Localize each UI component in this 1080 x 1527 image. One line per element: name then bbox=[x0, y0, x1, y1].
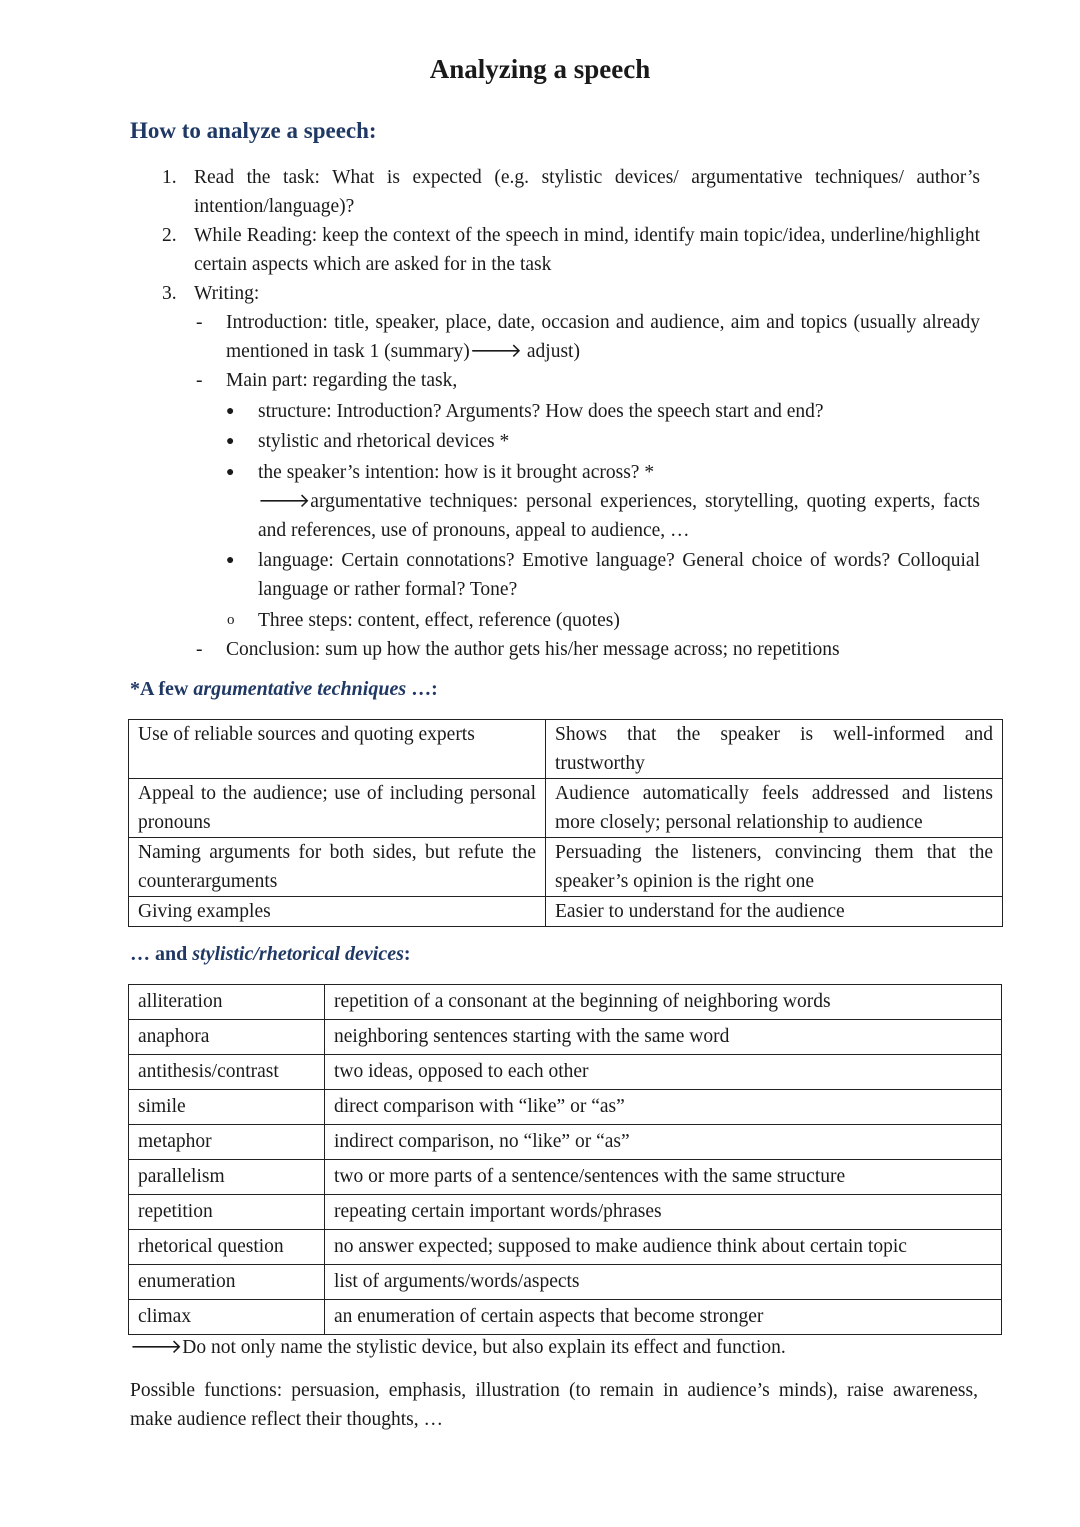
dash-marker: - bbox=[196, 638, 203, 660]
step-text: While Reading: keep the context of the speech in mind, identify main topic/idea, underline/highlight certain aspects which are asked for in the task bbox=[194, 225, 980, 275]
table-cell: an enumeration of certain aspects that become stronger bbox=[325, 1300, 1002, 1335]
stylistic-devices-heading: … and stylistic/rhetorical devices: bbox=[130, 943, 411, 965]
list-item bbox=[194, 366, 980, 635]
table-cell: Persuading the listeners, convincing them that the speaker’s opinion is the right one bbox=[546, 838, 1003, 897]
table-row bbox=[129, 1020, 1002, 1055]
list-item bbox=[194, 308, 980, 366]
table-cell: Naming arguments for both sides, but refute the counterarguments bbox=[129, 838, 546, 897]
introduction-text: Introduction: title, speaker, place, date, occasion and audience, aim and topics (usually already mentioned in task 1 (summary)🡒 adjust) bbox=[226, 312, 980, 362]
table-cell: no answer expected; supposed to make audience think about certain topic bbox=[325, 1230, 1002, 1265]
argumentative-techniques-note: 🡒argumentative techniques: personal experiences, storytelling, quoting experts, facts and references, use of pronouns, appeal to audience, … bbox=[258, 490, 980, 541]
table-cell: repetition bbox=[129, 1195, 325, 1230]
how-to-heading: How to analyze a speech: bbox=[130, 118, 377, 143]
conclusion-text: Conclusion: sum up how the author gets his/her message across; no repetitions bbox=[226, 638, 840, 660]
table-row bbox=[129, 897, 1003, 927]
table-row bbox=[129, 838, 1003, 897]
table-cell: Use of reliable sources and quoting experts bbox=[129, 720, 546, 779]
dash-marker: - bbox=[196, 312, 203, 333]
table-cell: rhetorical question bbox=[129, 1230, 325, 1265]
bullet-marker: ● bbox=[226, 464, 235, 480]
table-row bbox=[129, 1055, 1002, 1090]
table-cell: enumeration bbox=[129, 1265, 325, 1300]
table-cell: antithesis/contrast bbox=[129, 1055, 325, 1090]
table-row bbox=[129, 1230, 1002, 1265]
table-row bbox=[129, 1160, 1002, 1195]
list-item: 3. Writing: - Introduction: title, speaker, place, date, occasion and audience, aim and topics (usually already mentioned in task 1 (summary)🡒 adjust) - Main part: regarding the task, ● structure: Introduction? Arguments? How does the speech start and end? ● stylistic and rhetorical devices * ● the speaker’s intention: how is it brought across? * 🡒argumentative techniques: personal experiences, storytelling, quoting experts, facts and references, use of pronouns, appeal to audience, … ● language: Certain connotations? Emotive language? General choice of words? Colloquial language or rather formal? Tone? o Three steps: content, effect, reference (quotes) - Conclusion: sum up how the author gets his/her message across; no repetitions bbox=[130, 279, 980, 664]
table-row bbox=[129, 1125, 1002, 1160]
list-item: ● language: Certain connotations? Emotive language? General choice of words? Colloquial language or rather formal? Tone? bbox=[226, 546, 980, 604]
explain-effect-note: 🡒Do not only name the stylistic device, but also explain its effect and function. bbox=[130, 1337, 786, 1358]
table-row bbox=[129, 1195, 1002, 1230]
table-cell: two ideas, opposed to each other bbox=[325, 1055, 1002, 1090]
main-part-bullets bbox=[226, 397, 980, 635]
table-cell: Appeal to the audience; use of including personal pronouns bbox=[129, 779, 546, 838]
bullet-marker: ● bbox=[226, 434, 235, 449]
table-cell: repetition of a consonant at the beginning of neighboring words bbox=[325, 985, 1002, 1020]
step-text: Writing: bbox=[194, 283, 260, 304]
table-cell: alliteration bbox=[129, 985, 325, 1020]
table-cell: two or more parts of a sentence/sentences with the same structure bbox=[325, 1160, 1002, 1195]
table-row bbox=[129, 1090, 1002, 1125]
table-cell: Shows that the speaker is well-informed and trustworthy bbox=[546, 720, 1003, 779]
argumentative-techniques-table bbox=[128, 719, 1003, 927]
table-cell: climax bbox=[129, 1300, 325, 1335]
list-item: ● stylistic and rhetorical devices * bbox=[226, 427, 980, 456]
table-cell: Giving examples bbox=[129, 897, 546, 927]
list-item: o Three steps: content, effect, reference (quotes) bbox=[226, 606, 980, 635]
table-cell: list of arguments/words/aspects bbox=[325, 1265, 1002, 1300]
table-cell: repeating certain important words/phrases bbox=[325, 1195, 1002, 1230]
table-cell: Easier to understand for the audience bbox=[546, 897, 1003, 927]
bullet-marker: ● bbox=[226, 403, 235, 419]
stylistic-devices-table bbox=[128, 984, 1002, 1335]
table-row bbox=[129, 1265, 1002, 1300]
table-cell: neighboring sentences starting with the same word bbox=[325, 1020, 1002, 1055]
bullet-marker: ● bbox=[226, 553, 235, 568]
table-cell: parallelism bbox=[129, 1160, 325, 1195]
dash-marker: - bbox=[196, 370, 203, 391]
table-row bbox=[129, 1300, 1002, 1335]
list-item: 2. While Reading: keep the context of the speech in mind, identify main topic/idea, underline/highlight certain aspects which are asked for in the task bbox=[162, 225, 980, 275]
list-item: ● the speaker’s intention: how is it brought across? * 🡒argumentative techniques: personal experiences, storytelling, quoting experts, facts and references, use of pronouns, appeal to audience, … bbox=[226, 458, 980, 545]
list-item: 1. Read the task: What is expected (e.g. stylistic devices/ argumentative techniques/ author’s intention/language)? bbox=[162, 167, 980, 217]
argumentative-techniques-heading: *A few argumentative techniques …: bbox=[130, 678, 438, 700]
table-cell: Audience automatically feels addressed and listens more closely; personal relationship to audience bbox=[546, 779, 1003, 838]
table-row bbox=[129, 985, 1002, 1020]
steps-list bbox=[130, 163, 980, 664]
page-title: Analyzing a speech bbox=[429, 54, 651, 84]
step-text: Read the task: What is expected (e.g. stylistic devices/ argumentative techniques/ author’s intention/language)? bbox=[194, 167, 980, 217]
circle-marker: o bbox=[227, 611, 235, 628]
main-part-text: Main part: regarding the task, bbox=[226, 370, 458, 391]
table-row bbox=[129, 779, 1003, 838]
table-cell: simile bbox=[129, 1090, 325, 1125]
table-cell: direct comparison with “like” or “as” bbox=[325, 1090, 1002, 1125]
possible-functions-paragraph: Possible functions: persuasion, emphasis, illustration (to remain in audience’s minds), raise awareness, make audience reflect their thoughts, … bbox=[130, 1380, 978, 1430]
list-item bbox=[194, 635, 980, 664]
list-item: ● structure: Introduction? Arguments? How does the speech start and end? bbox=[226, 397, 980, 426]
table-cell: anaphora bbox=[129, 1020, 325, 1055]
table-cell: metaphor bbox=[129, 1125, 325, 1160]
writing-sublist bbox=[194, 308, 980, 664]
table-cell: indirect comparison, no “like” or “as” bbox=[325, 1125, 1002, 1160]
table-row bbox=[129, 720, 1003, 779]
